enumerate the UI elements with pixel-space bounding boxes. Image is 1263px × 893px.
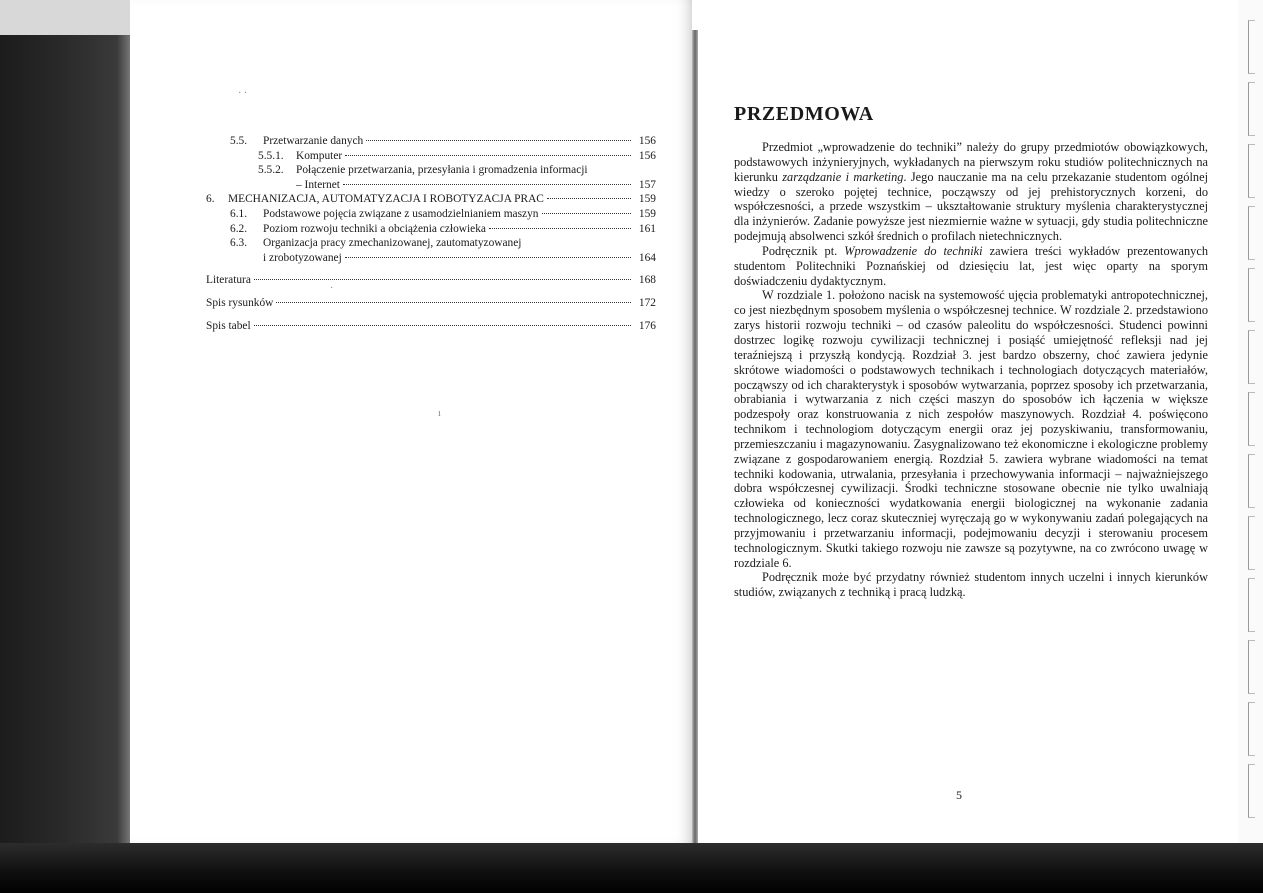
preface-title: PRZEDMOWA <box>734 103 874 125</box>
toc-entry-title: Literatura <box>206 274 251 287</box>
toc-entry-title: Organizacja pracy zmechanizowanej, zautomatyzowanej <box>263 237 522 250</box>
toc-entry-title: Połączenie przetwarzania, przesyłania i gromadzenia informacji <box>296 164 588 177</box>
toc-entry-title: Spis tabel <box>206 319 251 332</box>
toc-entry-title: – Internet <box>296 178 340 191</box>
toc-entry-page: 172 <box>638 296 656 309</box>
toc-entry-title: Przetwarzanie danych <box>263 135 364 147</box>
toc-entry-page: 159 <box>638 193 656 206</box>
left-page <box>130 0 692 843</box>
toc-entry <box>206 319 656 334</box>
page-number: 5 <box>956 788 962 802</box>
scan-speck: · <box>330 283 334 294</box>
toc-entry <box>206 296 656 311</box>
margin-tick <box>1248 516 1255 570</box>
toc-entry <box>206 178 656 193</box>
margin-tick <box>1248 20 1255 74</box>
toc-entry <box>206 207 656 222</box>
toc-entry <box>206 192 656 207</box>
margin-tick <box>1248 330 1255 384</box>
toc-entry-number: 5.5. <box>230 135 248 147</box>
toc-entry-title: i zrobotyzowanej <box>263 251 342 264</box>
toc-dot-leader <box>276 302 631 303</box>
margin-tick <box>1248 144 1255 198</box>
toc-dot-leader <box>254 279 631 280</box>
margin-tick <box>1248 640 1255 694</box>
toc-dot-leader <box>366 140 631 141</box>
toc-entry-page: 176 <box>638 319 656 332</box>
toc-entry <box>206 163 656 178</box>
toc-entry-page: 156 <box>638 149 656 162</box>
toc-entry-title: MECHANIZACJA, AUTOMATYZACJA I ROBOTYZACJA PRAC <box>228 193 544 206</box>
margin-tick <box>1248 454 1255 508</box>
table-of-contents <box>206 134 656 333</box>
preface-paragraph-3: W rozdziale 1. położono nacisk na systemowość ujęcia problematyki antropotechnicznej, co jest niezbędnym sposobem myślenia o współczesnej technice. W rozdziale 2. przedstawiono zarys historii rozwoju techniki – od czasów paleolitu do współczesności. Studenci powinni dostrzec logikę rozwoju cywilizacji technicznej i posiąść umiejętność refleksji nad jej teraźniejszą i przyszłą kondycją. Rozdział 3. jest bardzo obszerny, choć zawiera jedynie skrótowe wiadomości o podstawowych technikach i technologiach dotyczących materiałów, począwszy od ich charakterystyk i sposobów wytwarzania, poprzez sposoby ich przetwarzania, obrabiania i wytwarzania z nich części maszyn do sposobów ich łączenia w większe podzespoły oraz konstruowania z nich zespołów maszynowych. Rozdział 4. poświęcono technikom i technologiom dotyczącym energii oraz jej pozyskiwaniu, transformowaniu, przemieszczaniu i magazynowaniu. Zasygnalizowano też ekonomiczne i ekologiczne problemy związane z gospodarowaniem energią. Rozdział 5. zawiera wybrane wiadomości na temat techniki kodowania, utrwalania, przesyłania i przechowywania informacji – najważniejszego dobra współczesnej cywilizacji. Środki techniczne stosowane obecnie nie tylko uwalniają człowieka od konieczności wydatkowania energii biologicznej na wykonanie zadania technologicznego, lecz coraz skuteczniej wyręczają go w wykonywaniu zadań polegających na przyjmowaniu i przetwarzaniu informacji, podejmowaniu decyzji i sterowaniu procesem technologicznym. Skutki takiego rozwoju nie zawsze są pozytywne, na co zwrócono uwagę w rozdziale 6. <box>734 288 1208 570</box>
toc-entry-page: 164 <box>638 251 656 264</box>
toc-entry-page: 159 <box>638 207 656 220</box>
toc-entry-title: Podstawowe pojęcia związane z usamodzielnianiem maszyn <box>263 207 539 220</box>
margin-tick <box>1248 268 1255 322</box>
toc-entry-number: 6.1. <box>230 207 248 220</box>
toc-dot-leader <box>542 213 632 214</box>
toc-entry-page: 156 <box>638 135 656 147</box>
toc-entry-page: 157 <box>638 178 656 191</box>
preface-paragraph-2: Podręcznik pt. Wprowadzenie do techniki zawiera treści wykładów prezentowanych studentom Politechniki Poznańskiej od dziesięciu lat, jest więc oparty na sporym doświadczeniu dydaktycznym. <box>734 243 1209 288</box>
scan-speck: · · <box>238 88 248 99</box>
margin-tick <box>1248 82 1255 136</box>
preface-paragraph-4: Podręcznik może być przydatny również studentom innych uczelni i innych kierunków studiów, związanych z techniką i pracą ludzką. <box>734 570 1208 600</box>
right-page <box>698 0 1238 843</box>
toc-entry <box>206 273 656 288</box>
toc-entry <box>206 149 656 164</box>
preface-paragraph-1: Przedmiot „wprowadzenie do techniki” należy do grupy przedmiotów obowiązkowych, podstawowych inżynieryjnych, wykładanych na pierwszym roku studiów politechnicznych na kierunku zarządzanie i marketing. Jego nauczanie ma na celu przekazanie studentom ogólnej wiedzy o szeroko pojętej technice, począwszy od jej prehistorycznych korzeni, do współczesności, a przede wszystkim – ukształtowanie struktury myślenia charakterystycznej dla inżynierów. Zadanie powyższe jest niezmiernie ważne w sytuacji, gdy studia politechniczne podejmują absolwenci szkół średnich o profilach nietechnicznych. <box>734 140 1208 244</box>
preface-body <box>734 140 1208 600</box>
right-margin <box>1238 0 1263 843</box>
scan-speck: ı <box>438 408 441 419</box>
toc-entry <box>206 134 656 149</box>
margin-tick <box>1248 764 1255 818</box>
toc-entry <box>206 236 656 251</box>
toc-entry <box>206 251 656 266</box>
toc-entry-page: 161 <box>638 222 656 235</box>
toc-dot-leader <box>345 155 631 156</box>
toc-dot-leader <box>547 198 631 199</box>
toc-dot-leader <box>343 184 631 185</box>
toc-dot-leader <box>489 228 631 229</box>
toc-entry-title: Komputer <box>296 149 343 162</box>
toc-dot-leader <box>345 257 631 258</box>
margin-tick <box>1248 392 1255 446</box>
toc-entry-number: 6. <box>206 193 215 206</box>
toc-dot-leader <box>254 325 631 326</box>
toc-entry-page: 168 <box>638 274 656 287</box>
margin-tick <box>1248 702 1255 756</box>
margin-tick <box>1248 206 1255 260</box>
toc-entry-number: 5.5.1. <box>258 149 284 162</box>
scan-left-edge <box>0 0 130 893</box>
toc-entry <box>206 222 656 237</box>
toc-entry-title: Poziom rozwoju techniki a obciążenia człowieka <box>263 222 486 235</box>
toc-entry-number: 5.5.2. <box>258 164 284 177</box>
toc-entry-title: Spis rysunków <box>206 296 274 309</box>
scan-bottom-edge <box>0 843 1263 893</box>
margin-tick <box>1248 578 1255 632</box>
toc-entry-number: 6.2. <box>230 222 248 235</box>
toc-entry-number: 6.3. <box>230 237 248 250</box>
